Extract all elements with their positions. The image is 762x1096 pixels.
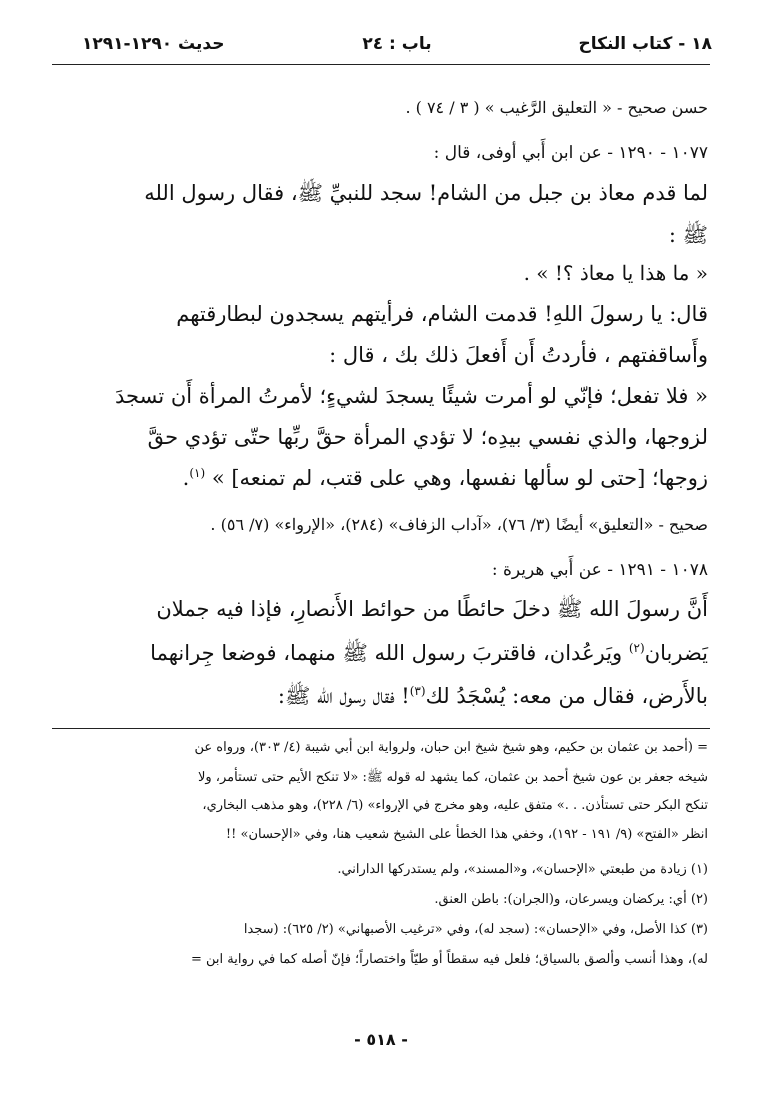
hadith-1291-isnad: ١٠٧٨ - ١٢٩١ - عن أَبي هريرة :: [491, 560, 708, 580]
hadith-1291-line-3-start: بالأَرض، فقال من معه: يُسْجَدُ لك: [425, 684, 708, 708]
hadith-1290-line-2: ﷺ :: [668, 223, 708, 247]
hadith-1291-line-3-end: ! فقال رسول الله ﷺ:: [277, 684, 410, 708]
hadith-1291-line-2-start: يَضربان: [644, 641, 708, 665]
header-book-title: ١٨ - كتاب النكاح: [578, 34, 712, 54]
footnote-2: (٢) أي: يركضان ويسرعان، و(الجران): باطن العنق.: [434, 892, 708, 907]
footnote-ref-2: (٢): [628, 641, 645, 655]
header-chapter: باب : ٢٤: [362, 34, 432, 54]
hadith-1291-line-2-end: ويَرعُدان، فاقتربَ رسول الله ﷺ منهما، فوضعا جِرانهما: [150, 641, 629, 665]
footnote-cont-line-4: انظر «الفتح» (٩/ ١٩١ - ١٩٢)، وخفي هذا الخطأ على الشيخ شعيب هنا، وفي «الإحسان» !!: [225, 827, 708, 842]
footnote-cont-line-2: شيخه جعفر بن عون شيخ أحمد بن عثمان، كما يشهد له قوله ﷺ: «لا تنكح الأيم حتى تستأمر، ولا: [197, 770, 708, 785]
hadith-1290-line-8-end: .: [182, 466, 190, 490]
hadith-1291-line-3: [52, 683, 708, 714]
hadith-1290-line-3: « ما هذا يا معاذ ؟! » .: [523, 261, 708, 285]
hadith-1290-line-8-text: زوجها؛ [حتى لو سألها نفسها، وهي على قتب، لم تمنعه] »: [205, 466, 708, 490]
hadith-1290-isnad: ١٠٧٧ - ١٢٩٠ - عن ابن أَبي أوفى، قال :: [433, 143, 708, 163]
hadith-1290-line-4: قال: يا رسولَ اللهِ! قدمت الشام، فرأيتهم يسجدون لبطارقتهم: [176, 302, 708, 326]
footnote-ref-1: (١): [189, 466, 206, 480]
header-hadith-range: حديث ١٢٩٠-١٢٩١: [82, 34, 225, 54]
page-number: - ٥١٨ -: [354, 1030, 408, 1049]
grade-line: حسن صحيح - « التعليق الرَّغيب » ( ٣ / ٧٤ ) .: [405, 98, 708, 117]
hadith-1290-line-5: وأَساقفتهم ، فأردتُ أَن أَفعلَ ذلك بك ، قال :: [329, 343, 708, 367]
footnote-1: (١) زيادة من طبعتي «الإحسان»، و«المسند»، ولم يستدركها الداراني.: [337, 862, 708, 877]
footnote-cont-line-3: تنكح البكر حتى تستأذن. . .» متفق عليه، وهو مخرج في الإرواء» (٦/ ٢٢٨)، وهو مذهب البخاري،: [202, 798, 708, 813]
hadith-1290-line-7: لزوجها، والذي نفسي بيدِه؛ لا تؤدي المرأة حقَّ ربِّها حتّى تؤدي حقَّ: [147, 425, 708, 449]
running-header: [82, 34, 712, 60]
hadith-1290-line-6: « فلا تفعل؛ فإنّي لو أمرت شيئًا يسجدَ لشيءٍ؛ لأمرتُ المرأة أَن تسجدَ: [115, 384, 708, 408]
footnote-rule: [52, 728, 710, 729]
hadith-1291-line-2: [52, 640, 708, 671]
footnote-3-line-2: له)، وهذا أنسب وألصق بالسياق؛ فلعل فيه سقطاً أو طيّاً واختصاراً؛ فإنّ أصله كما في رواية ابن =: [190, 952, 708, 967]
header-rule: [52, 64, 710, 65]
footnote-cont-line-1: = (أحمد بن عثمان بن حكيم، وهو شيخ شيخ ابن حبان، ولرواية ابن أبي شيبة (٤/ ٣٠٣)، ورواه عن: [194, 740, 708, 755]
grade-line-2: صحيح - «التعليق» أيضًا (٣/ ٧٦)، «آداب الزفاف» (٢٨٤)، «الإرواء» (٧/ ٥٦) .: [210, 515, 708, 534]
footnote-3-line-1: (٣) كذا الأصل، وفي «الإحسان»: (سجد له)، وفي «ترغيب الأصبهاني» (٢/ ٦٢٥): (سجدا: [243, 922, 708, 937]
footnote-ref-3: (٣): [409, 684, 426, 698]
hadith-1290-line-8: [52, 466, 708, 490]
hadith-1290-line-1: لما قدم معاذ بن جبل من الشام! سجد للنبيِّ ﷺ، فقال رسول الله: [144, 181, 708, 205]
hadith-1291-line-1: أَنَّ رسولَ الله ﷺ دخلَ حائطًا من حوائط الأَنصارِ، فإذا فيه جملان: [156, 597, 708, 621]
